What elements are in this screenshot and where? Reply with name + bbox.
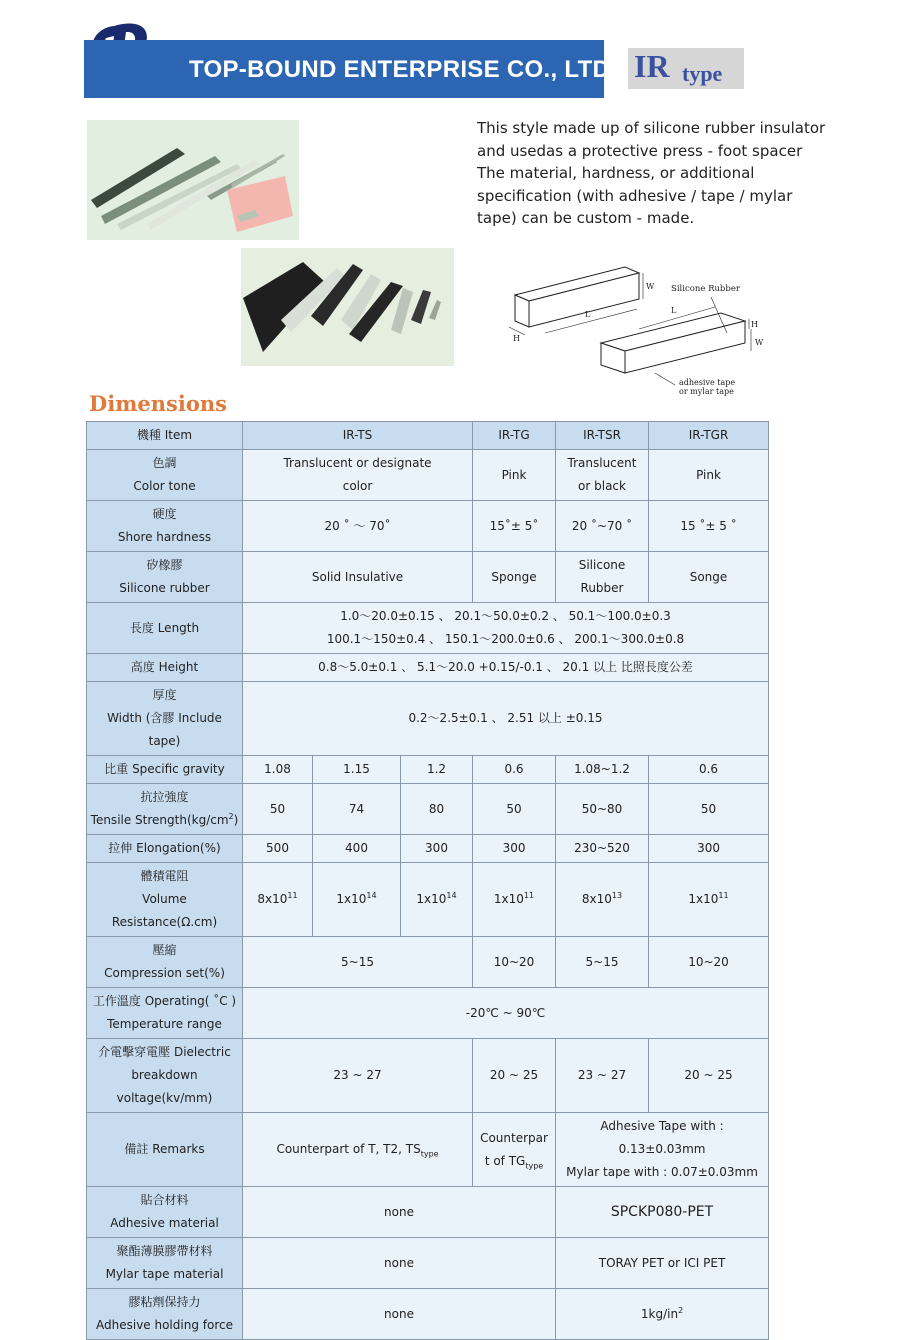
label-cn: 抗拉強度	[140, 790, 189, 804]
row-label	[87, 501, 243, 552]
cell: 10~20	[649, 937, 769, 988]
row-label: 高度 Height	[87, 654, 243, 682]
cell: Pink	[473, 450, 556, 501]
value-base: 1x10	[688, 892, 719, 906]
row-label: 拉伸 Elongation(%)	[87, 835, 243, 863]
row-label: 備註 Remarks	[87, 1113, 243, 1187]
cell: 0.6	[473, 756, 556, 784]
row-label: 長度 Length	[87, 603, 243, 654]
cell: 300	[473, 835, 556, 863]
cell: 20 ˚~70 ˚	[556, 501, 649, 552]
diagram-l-label: L	[585, 310, 591, 319]
cell: 300	[649, 835, 769, 863]
label-line: 工作溫度 Operating( ˚C )	[92, 994, 237, 1008]
cell: 5~15	[556, 937, 649, 988]
value-base: 1x10	[493, 892, 524, 906]
cell: 23 ~ 27	[556, 1039, 649, 1113]
value-base: 1x10	[416, 892, 447, 906]
table-row	[87, 1289, 769, 1340]
remark-text: Adhesive Tape with : 0.13±0.03mm	[600, 1119, 724, 1156]
row-label	[87, 450, 243, 501]
superscript: 2	[228, 812, 234, 821]
row-label	[87, 1238, 243, 1289]
remark-sub: type	[420, 1149, 439, 1159]
remark-text: Counterpar	[480, 1130, 548, 1145]
type-badge	[628, 48, 744, 89]
table-row	[87, 422, 769, 450]
cell	[556, 1289, 769, 1340]
row-label	[87, 1187, 243, 1238]
cell-line: Rubber	[580, 581, 624, 595]
cell: TORAY PET or ICI PET	[556, 1238, 769, 1289]
table-row	[87, 603, 769, 654]
table-row	[87, 682, 769, 756]
cell	[556, 863, 649, 937]
cell: none	[243, 1187, 556, 1238]
product-description	[477, 117, 837, 230]
label-en: Volume	[142, 892, 187, 906]
table-row	[87, 756, 769, 784]
table-row	[87, 1113, 769, 1187]
cell: 74	[313, 784, 401, 835]
cell: 0.8～5.0±0.1 、 5.1～20.0 +0.15/-0.1 、 20.1 以上 比照長度公差	[243, 654, 769, 682]
cell: Sponge	[473, 552, 556, 603]
row-label	[87, 552, 243, 603]
table-row	[87, 863, 769, 937]
cell: 0.2～2.5±0.1 、 2.51 以上 ±0.15	[243, 682, 769, 756]
remark-text: Counterpart of T, T2, TS	[276, 1142, 421, 1156]
type-code: IR	[634, 48, 670, 84]
diagram-l2-label: L	[671, 306, 677, 315]
value-base: 1x10	[336, 892, 367, 906]
value-exp: 11	[523, 891, 535, 900]
cell: 23 ~ 27	[243, 1039, 473, 1113]
row-label	[87, 682, 243, 756]
description-line: tape) can be custom - made.	[477, 209, 695, 227]
cell: Solid Insulative	[243, 552, 473, 603]
cell: 5~15	[243, 937, 473, 988]
description-line: This style made up of silicone rubber insulator	[477, 119, 826, 137]
cell	[556, 552, 649, 603]
label-cn: 矽橡膠	[146, 558, 183, 572]
label-en: Silicone rubber	[119, 581, 210, 595]
header-ir-tgr: IR-TGR	[649, 422, 769, 450]
value-exp: 2	[678, 1305, 684, 1315]
diagram-w-label: W	[646, 282, 655, 291]
diagram-h2-label: H	[751, 320, 758, 329]
label-cn: 貼合材料	[140, 1193, 189, 1207]
value-base: 8x10	[581, 892, 612, 906]
table-row	[87, 654, 769, 682]
cell: 300	[401, 835, 473, 863]
label-cn: 色調	[152, 456, 177, 470]
value-exp: 11	[718, 891, 729, 900]
cell	[401, 863, 473, 937]
value-exp: 11	[287, 891, 298, 900]
table-row	[87, 835, 769, 863]
cell: 20 ~ 25	[473, 1039, 556, 1113]
cell: 80	[401, 784, 473, 835]
cell	[243, 603, 769, 654]
cell-line: 100.1～150±0.4 、 150.1～200.0±0.6 、 200.1～300.0±0.8	[326, 632, 685, 646]
cell: 1.15	[313, 756, 401, 784]
table-row	[87, 1039, 769, 1113]
table-row	[87, 450, 769, 501]
cell: 50	[243, 784, 313, 835]
cell: Pink	[649, 450, 769, 501]
label-en: Compression set(%)	[104, 966, 225, 980]
remark-sub: type	[525, 1160, 544, 1170]
label-en: Resistance(Ω.cm)	[111, 915, 218, 929]
description-line: specification (with adhesive / tape / mylar	[477, 186, 793, 205]
cell	[243, 450, 473, 501]
label-cn: 壓縮	[152, 943, 177, 957]
header-ir-tg: IR-TG	[473, 422, 556, 450]
cell: 20 ~ 25	[649, 1039, 769, 1113]
row-label: 比重 Specific gravity	[87, 756, 243, 784]
cell	[556, 450, 649, 501]
table-row	[87, 784, 769, 835]
diagram-tape-label-1: adhesive tape	[679, 378, 736, 387]
header-banner	[84, 40, 618, 98]
cell: 10~20	[473, 937, 556, 988]
diagram-tape-label-2: or mylar tape	[679, 387, 734, 396]
label-en: voltage(kv/mm)	[116, 1091, 213, 1105]
label-en: Tensile Strength(kg/cm	[90, 813, 229, 827]
cell	[473, 863, 556, 937]
cell: 50	[473, 784, 556, 835]
cell: 15 ˚± 5 ˚	[649, 501, 769, 552]
diagram-silicone-label: Silicone Rubber	[671, 284, 740, 294]
value-exp: 14	[366, 891, 377, 900]
cell-line: or black	[578, 479, 626, 493]
value-exp: 14	[446, 891, 457, 900]
diagram-w2-label: W	[755, 338, 764, 347]
diagram-h-label: H	[513, 334, 520, 343]
cell: SPCKP080-PET	[556, 1187, 769, 1238]
description-line: and usedas a protective press - foot spacer	[477, 141, 803, 160]
label-cn: 體積電阻	[140, 869, 189, 883]
cell	[556, 1113, 769, 1187]
table-row	[87, 501, 769, 552]
type-word: type	[682, 61, 723, 86]
label-en: Width (含膠 Include tape)	[107, 711, 222, 748]
cell: 50	[649, 784, 769, 835]
label-en: Color tone	[133, 479, 196, 493]
cell: 1.2	[401, 756, 473, 784]
label-en: Temperature range	[107, 1017, 222, 1031]
cell: 230~520	[556, 835, 649, 863]
cell: none	[243, 1238, 556, 1289]
cell	[243, 1113, 473, 1187]
cell	[473, 1113, 556, 1187]
row-label	[87, 1289, 243, 1340]
row-label	[87, 784, 243, 835]
cell-line: color	[342, 479, 373, 493]
table-row	[87, 1187, 769, 1238]
cell	[243, 863, 313, 937]
row-label	[87, 863, 243, 937]
label-en: breakdown	[131, 1068, 198, 1082]
cell: Songe	[649, 552, 769, 603]
value-exp: 13	[611, 891, 623, 900]
cell: 1.08~1.2	[556, 756, 649, 784]
label-line: 介電擊穿電壓 Dielectric	[98, 1045, 231, 1059]
row-label	[87, 1039, 243, 1113]
label-cn: 聚酯薄膜膠帶材料	[116, 1244, 213, 1258]
cell	[649, 863, 769, 937]
cell	[313, 863, 401, 937]
product-photo-pads	[241, 248, 454, 366]
row-label	[87, 937, 243, 988]
cell: 50~80	[556, 784, 649, 835]
row-label	[87, 988, 243, 1039]
table-row	[87, 552, 769, 603]
label-cn: 膠粘劑保持力	[128, 1295, 201, 1309]
label-en: Shore hardness	[117, 530, 212, 544]
cell-line: 1.0～20.0±0.15 、 20.1～50.0±0.2 、 50.1～100.0±0.3	[340, 609, 671, 623]
cell-line: Translucent or designate	[283, 456, 432, 470]
table-row	[87, 988, 769, 1039]
label-en: Adhesive holding force	[96, 1318, 233, 1332]
value-base: 1kg/in	[640, 1306, 679, 1321]
cell: 400	[313, 835, 401, 863]
remark-text: t of TG	[484, 1153, 526, 1168]
cell: none	[243, 1289, 556, 1340]
dimension-diagram	[505, 255, 770, 405]
remark-text: Mylar tape with : 0.07±0.03mm	[566, 1165, 758, 1179]
label-en: Adhesive material	[110, 1216, 219, 1230]
spec-table	[86, 421, 769, 1340]
cell: 0.6	[649, 756, 769, 784]
label-en-end: )	[233, 813, 239, 827]
header-ir-ts: IR-TS	[243, 422, 473, 450]
dimensions-heading: Dimensions	[89, 391, 227, 416]
description-line: The material, hardness, or additional	[477, 164, 755, 182]
label-cn: 厚度	[152, 688, 177, 702]
label-en: Mylar tape material	[105, 1267, 224, 1281]
cell-line: Silicone	[578, 558, 626, 572]
cell: -20℃ ~ 90℃	[243, 988, 769, 1039]
cell: 15˚± 5˚	[473, 501, 556, 552]
value-base: 8x10	[257, 892, 288, 906]
company-name: TOP-BOUND ENTERPRISE CO., LTD.	[189, 56, 618, 83]
cell: 1.08	[243, 756, 313, 784]
cell: 500	[243, 835, 313, 863]
cell-line: Translucent	[567, 456, 637, 470]
table-row	[87, 937, 769, 988]
cell: 20 ˚ ～ 70˚	[243, 501, 473, 552]
table-row	[87, 1238, 769, 1289]
product-photo-strips	[87, 120, 299, 240]
label-cn: 硬度	[152, 507, 177, 521]
header-item: 機種 Item	[87, 422, 243, 450]
header-ir-tsr: IR-TSR	[556, 422, 649, 450]
